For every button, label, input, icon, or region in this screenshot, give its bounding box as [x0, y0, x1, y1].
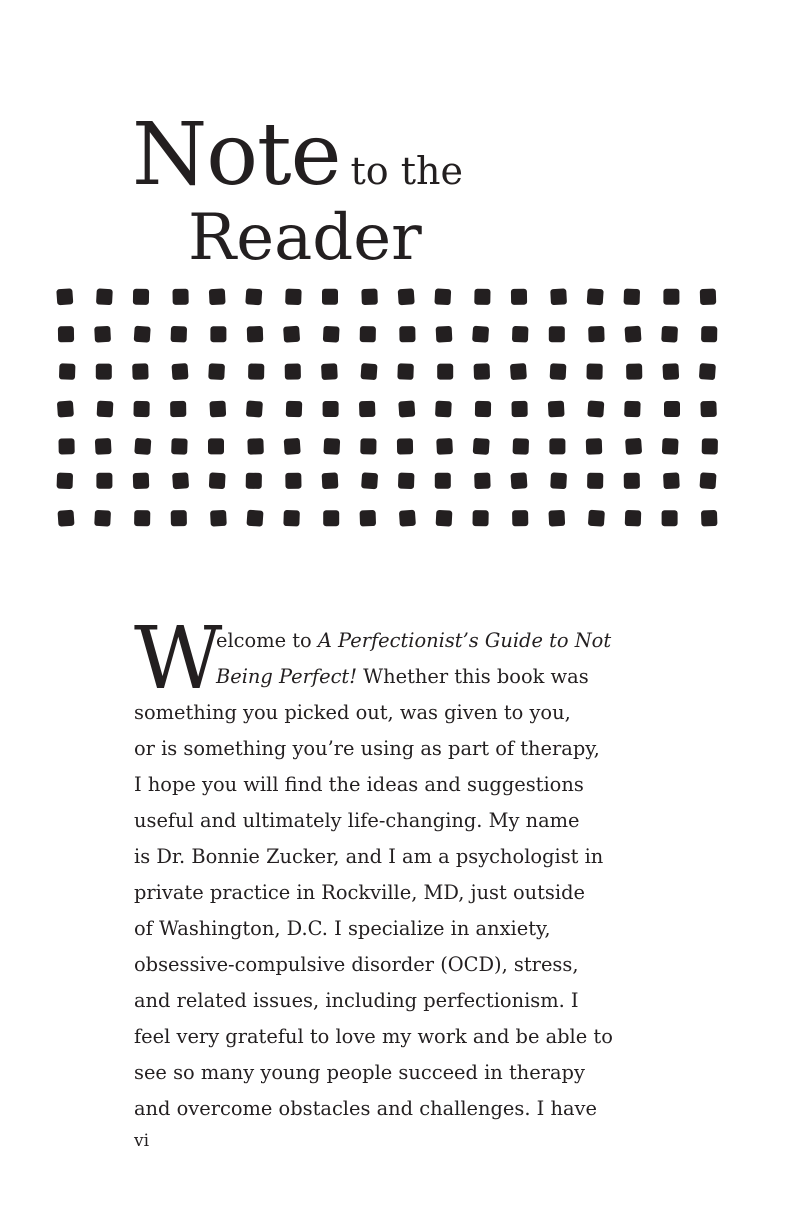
square-dot: [209, 288, 226, 305]
square-dot: [512, 510, 528, 526]
body-line: [134, 803, 634, 839]
square-dot: [474, 289, 490, 305]
body-line: [134, 1019, 634, 1055]
square-dot: [549, 438, 565, 454]
square-dot: [283, 326, 300, 343]
square-dot: [549, 326, 565, 342]
square-dot: [134, 438, 151, 455]
square-dot: [170, 401, 186, 417]
square-dot: [701, 510, 718, 527]
square-dot: [322, 289, 338, 305]
square-dot: [360, 363, 377, 380]
square-dot: [284, 438, 301, 455]
square-dot: [132, 363, 149, 380]
square-dot: [95, 438, 112, 455]
square-dot: [57, 473, 74, 490]
square-dot: [246, 510, 263, 527]
square-dot: [58, 438, 74, 454]
body-text-run: Whether this book was: [357, 665, 589, 688]
square-dot: [435, 401, 452, 418]
italic-title-text: Being Perfect!: [216, 665, 358, 688]
body-text-run: is Dr. Bonnie Zucker, and I am a psychologist in: [134, 845, 604, 868]
square-dots-grid-icon: [52, 284, 732, 546]
square-dot: [285, 473, 301, 489]
square-dot: [587, 400, 604, 417]
square-dot: [624, 401, 641, 418]
square-dot: [700, 401, 717, 418]
square-dot: [624, 326, 641, 343]
square-dot: [210, 326, 226, 342]
body-line: [134, 731, 634, 767]
square-dot: [360, 326, 376, 342]
square-dot: [626, 363, 642, 379]
square-dot: [587, 473, 603, 489]
square-dot: [171, 363, 188, 380]
body-line: [134, 911, 634, 947]
square-dot: [172, 289, 188, 305]
square-dot: [247, 326, 264, 343]
title-note: Note: [132, 105, 341, 205]
square-dot: [436, 510, 453, 527]
square-dot: [58, 326, 74, 342]
square-dot: [512, 326, 529, 343]
square-dot: [171, 510, 187, 526]
square-dot: [625, 510, 642, 527]
body-text-run: or is something you’re using as part of therapy,: [134, 737, 600, 760]
body-text-run: I hope you will find the ideas and suggestions: [134, 773, 584, 796]
square-dot: [285, 363, 301, 379]
page-number: vi: [134, 1131, 150, 1151]
square-dot: [246, 473, 262, 489]
square-dot: [548, 510, 565, 527]
square-dot: [360, 510, 377, 527]
body-text-run: elcome to: [216, 629, 318, 652]
title-line-1: [132, 105, 463, 205]
square-dot: [399, 510, 416, 527]
body-text-run: of Washington, D.C. I specialize in anxiety,: [134, 917, 551, 940]
square-dot: [550, 363, 567, 380]
square-dot: [472, 510, 488, 526]
square-dot: [663, 289, 679, 305]
square-dot: [57, 400, 74, 417]
square-dot: [398, 400, 415, 417]
square-dot: [133, 473, 150, 490]
square-dot: [96, 473, 112, 489]
square-dot: [662, 438, 679, 455]
square-dot: [588, 326, 605, 343]
body-text-run: useful and ultimately life-changing. My name: [134, 809, 580, 832]
square-dot: [434, 288, 451, 305]
body-text-run: private practice in Rockville, MD, just outside: [134, 881, 585, 904]
body-line: [134, 623, 634, 659]
body-text-run: and overcome obstacles and challenges. I have: [134, 1097, 597, 1120]
body-text-run: something you picked out, was given to you,: [134, 701, 571, 724]
body-line: [134, 695, 634, 731]
square-dot: [323, 326, 340, 343]
square-dot: [245, 288, 262, 305]
body-text-run: obsessive-compulsive disorder (OCD), stress,: [134, 953, 579, 976]
body-line: [134, 1091, 634, 1127]
square-dot: [94, 510, 111, 527]
square-dot: [624, 289, 641, 306]
square-dot: [661, 326, 678, 343]
body-line: [134, 947, 634, 983]
body-paragraph: [134, 623, 634, 1127]
square-dot: [510, 363, 527, 380]
square-dot: [321, 363, 338, 380]
square-dot: [96, 288, 113, 305]
square-dot: [398, 473, 415, 490]
square-dot: [57, 510, 74, 527]
square-dot: [209, 472, 226, 489]
square-dot: [700, 289, 717, 306]
square-dot: [699, 472, 716, 489]
title-reader: Reader: [188, 201, 422, 275]
square-dot: [133, 289, 149, 305]
square-dot: [473, 438, 490, 455]
square-dot: [588, 510, 605, 527]
square-dot: [97, 401, 114, 418]
square-dot: [437, 364, 453, 380]
square-dot: [59, 363, 76, 380]
square-dot: [587, 288, 604, 305]
square-dot: [624, 473, 640, 489]
square-dot: [134, 510, 150, 526]
square-dot: [283, 510, 300, 527]
square-dot: [662, 363, 679, 380]
square-dot: [550, 288, 567, 305]
square-dot: [625, 438, 642, 455]
square-dot: [247, 438, 264, 455]
square-dot: [171, 326, 188, 343]
square-dot: [133, 401, 149, 417]
square-dot: [209, 401, 226, 418]
square-dot: [323, 438, 340, 455]
square-dot: [550, 472, 567, 489]
square-dot: [399, 326, 415, 342]
square-dot: [322, 472, 339, 489]
square-dot: [246, 400, 263, 417]
square-dot: [436, 438, 453, 455]
square-dot: [662, 510, 678, 526]
square-dot: [511, 401, 527, 417]
italic-title-text: A Perfectionist’s Guide to Not: [317, 629, 612, 652]
square-dot: [323, 510, 339, 526]
square-dot: [361, 472, 378, 489]
square-dot: [172, 472, 189, 489]
square-dot: [397, 438, 413, 454]
square-dot: [208, 438, 224, 454]
square-dot: [436, 326, 453, 343]
square-dot: [134, 326, 151, 343]
square-dot: [96, 364, 112, 380]
square-dot: [474, 473, 491, 490]
square-dot: [210, 510, 227, 527]
square-dot: [286, 401, 303, 418]
body-line: [134, 875, 634, 911]
square-dot: [511, 289, 527, 305]
square-dot: [474, 363, 491, 380]
square-dot: [513, 438, 530, 455]
body-text-run: and related issues, including perfectionism. I: [134, 989, 579, 1012]
square-dot: [663, 472, 680, 489]
body-line: [134, 839, 634, 875]
body-line: [134, 983, 634, 1019]
square-dot: [586, 363, 602, 379]
body-line: [134, 767, 634, 803]
body-text-run: feel very grateful to love my work and be able to: [134, 1025, 613, 1048]
square-dot: [56, 288, 73, 305]
square-dot: [699, 363, 716, 380]
square-dot: [702, 438, 718, 454]
square-dot: [94, 326, 111, 343]
square-dot: [171, 438, 188, 455]
square-dot: [208, 363, 225, 380]
square-dot: [397, 363, 414, 380]
square-dot: [323, 401, 339, 417]
square-dot: [398, 288, 415, 305]
square-dot: [701, 326, 717, 342]
square-dot: [435, 473, 451, 489]
title-to-the: to the: [350, 149, 463, 193]
square-dot: [475, 401, 491, 417]
square-dot: [248, 363, 264, 379]
body-text-run: see so many young people succeed in therapy: [134, 1061, 585, 1084]
square-dot: [548, 401, 565, 418]
square-dot: [359, 401, 376, 418]
square-dot: [360, 438, 376, 454]
square-dot: [285, 289, 302, 306]
square-dot: [664, 401, 680, 417]
square-dot: [361, 289, 378, 306]
square-dot: [510, 472, 527, 489]
body-line: [134, 659, 634, 695]
square-dot: [586, 438, 603, 455]
square-dot: [472, 326, 489, 343]
body-line: [134, 1055, 634, 1091]
drop-cap: W: [134, 609, 219, 709]
